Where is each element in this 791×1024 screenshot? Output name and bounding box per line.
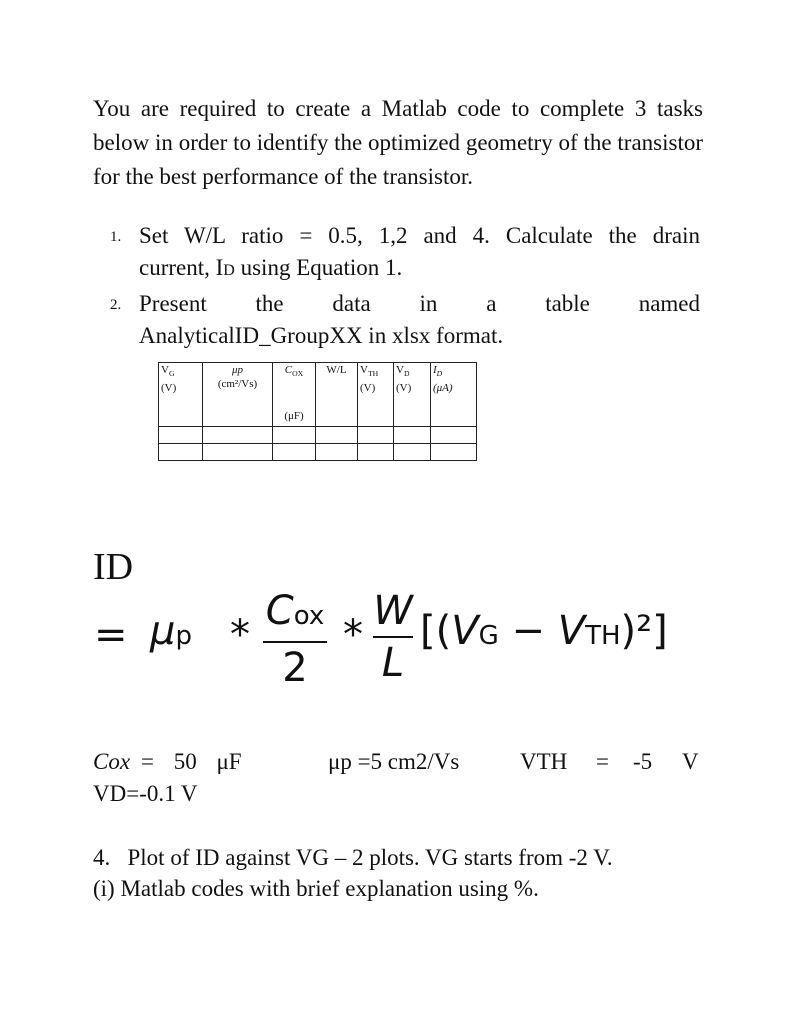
plot-text-line: (i) Matlab codes with brief explanation using %. bbox=[93, 876, 539, 901]
mobility-term: μp bbox=[150, 608, 192, 654]
multiply-sign: * bbox=[230, 612, 250, 658]
multiply-sign: * bbox=[343, 612, 363, 658]
task-list bbox=[110, 220, 700, 352]
vth-unit: V bbox=[682, 749, 699, 774]
task-item-2 bbox=[110, 288, 700, 352]
task-number: 1. bbox=[110, 229, 122, 245]
mup-value: μp =5 cm2/Vs bbox=[328, 749, 460, 774]
wl-fraction: W L bbox=[373, 588, 413, 686]
equation-label: ID bbox=[93, 546, 134, 588]
column-header-vth: $V_{TH}$ (V) bbox=[358, 363, 394, 427]
vth-label: VTH bbox=[520, 749, 568, 774]
parameter-values: Cox = 50 μF μp =5 cm2/Vs VTH = -5 V VD=-0.1 V bbox=[93, 746, 703, 810]
vth-value: -5 bbox=[633, 749, 653, 774]
data-table bbox=[158, 362, 477, 461]
equals-sign: = bbox=[94, 612, 128, 658]
task-text-line: current, ID using Equation 1. bbox=[139, 255, 403, 280]
cox-fraction: Cox 2 bbox=[263, 588, 327, 691]
task-text-line: Present the data in a table named bbox=[139, 291, 700, 316]
task-item-1 bbox=[110, 220, 700, 287]
intro-paragraph bbox=[93, 92, 703, 194]
plot-text-line: 4. Plot of ID against VG – 2 plots. VG starts from -2 V. bbox=[93, 845, 613, 870]
task-number: 2. bbox=[110, 297, 122, 313]
vd-value: VD=-0.1 V bbox=[93, 781, 198, 806]
task-text-line: AnalyticalID_GroupXX in xlsx format. bbox=[139, 323, 504, 348]
column-header-mup: μp (cm²/Vs) bbox=[203, 363, 273, 427]
column-header-id: $I_D$ (μA) bbox=[431, 363, 477, 427]
table-header-row bbox=[159, 363, 477, 427]
column-header-vg: $V_G$ (V) bbox=[159, 363, 203, 427]
cox-value: = 50 μF bbox=[141, 749, 242, 774]
plot-instructions bbox=[93, 842, 713, 904]
table-row bbox=[159, 444, 477, 461]
drain-current-equation bbox=[88, 588, 768, 698]
voltage-term: [(VG − VTH)²] bbox=[420, 608, 668, 654]
intro-text: You are required to create a Matlab code to complete 3 tasks below in order to identify the optimized geometry of the transistor for the best performance of the transistor. bbox=[93, 96, 703, 189]
task-text-line: Set W/L ratio = 0.5, 1,2 and 4. Calculate the drain bbox=[139, 223, 700, 248]
table-row bbox=[159, 427, 477, 444]
column-header-cox: $C_{OX}$ (μF) bbox=[273, 363, 316, 427]
column-header-wl: W/L bbox=[316, 363, 358, 427]
column-header-vd: $V_D$ (V) bbox=[394, 363, 431, 427]
vth-equals: = bbox=[596, 749, 609, 774]
